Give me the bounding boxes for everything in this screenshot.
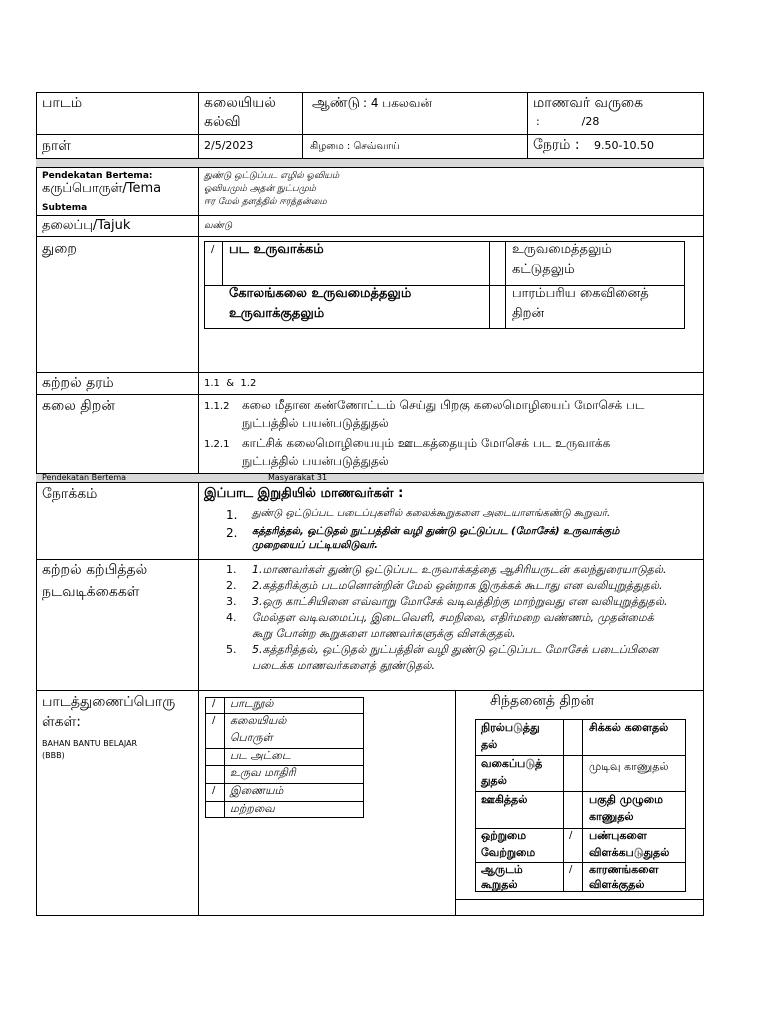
row-line — [36, 215, 704, 216]
art-skill-label: கலை திறன் — [42, 398, 115, 414]
thinking-skill: ஊகித்தல் — [481, 793, 528, 806]
title-label: தலைப்பு/Tajuk — [42, 218, 131, 233]
subject-value-line2: கல்வி — [204, 114, 241, 130]
art-skill-item2-line2: நுட்பத்தில் பயன்படுத்துதல் — [242, 454, 389, 468]
field-cell-forming: உருவமைத்தலும் — [512, 242, 612, 257]
materials-label-line3: BAHAN BANTU BELAJAR — [42, 739, 138, 748]
objective-label: நோக்கம் — [42, 486, 98, 502]
attendance-label: மாணவர் வருகை — [533, 95, 644, 111]
thinking-skill-line2: துதல் — [481, 774, 507, 787]
thinking-skill-line2: தல் — [481, 738, 498, 751]
subtheme-value: ஈர மேல் தளத்தில் ஈரத்தன்மை — [204, 197, 327, 207]
art-skill-item1: கலை மீதான கண்ணோட்டம் செய்து பிறகு கலைமொழியைப் மோசெக் பட — [242, 398, 645, 412]
materials-item: கலையியல் — [230, 714, 287, 727]
materials-item: இணையம் — [230, 784, 284, 797]
thinking-skill: பண்புகளை — [589, 829, 647, 842]
theme-value: துண்டு ஒட்டுப்பட எழில் ஓவியம் — [204, 171, 340, 181]
row-line — [36, 372, 704, 373]
thinking-tick: / — [569, 830, 573, 841]
objective-item — [226, 525, 619, 553]
materials-row-line — [205, 801, 364, 802]
activity-text-line2: கூறு போன்ற கூறுகளை மாணவர்களுக்கு விளக்குதல். — [252, 626, 516, 640]
activity-text-line2: படைக்க மாணவர்களைத் தூண்டுதல். — [252, 658, 436, 672]
activity-num: 4. — [226, 610, 237, 624]
materials-item: உருவ மாதிரி — [230, 766, 296, 779]
field-inner-divider — [222, 241, 223, 285]
activities-label-line2: நடவடிக்கைகள் — [42, 584, 140, 600]
activity-text: 5.கத்தரித்தல், ஒட்டுதல் நுட்பத்தின் வழி துண்டு ஒட்டுப்பட மோசேக் படைப்பினை — [252, 642, 659, 656]
thinking-skill: சிக்கல் களைதல் — [589, 721, 669, 734]
materials-tick: / — [212, 698, 216, 709]
activity-num: 5. — [226, 642, 237, 656]
separator-band-2 — [36, 473, 704, 483]
materials-tick: / — [212, 785, 216, 796]
standard-label: கற்றல் தரம் — [42, 375, 114, 391]
field-cell-craft-line2: திறன் — [512, 306, 545, 321]
thinking-skill: வகைப்படுத் — [481, 757, 543, 770]
objective-item-text-line2: முறையைப் பட்டியலிடுவர். — [252, 540, 378, 551]
materials-label-line4: (BBB) — [42, 751, 65, 760]
row-line — [36, 236, 704, 237]
objective-list — [226, 507, 619, 553]
activity-num: 1. — [226, 563, 237, 576]
band2-middle-text: Masyarakat 31 — [268, 473, 328, 482]
row-line — [36, 134, 704, 135]
thinking-row-line — [475, 755, 686, 756]
objective-item-text: துண்டு ஒட்டுப்பட படைப்புகளில் கலைக்கூறுகளை அடையாளங்கண்டு கூறுவர். — [252, 508, 611, 519]
activity-text: 1.மாணவர்கள் துண்டு ஒட்டுப்பட உருவாக்கத்தை ஆசிரியருடன் கலந்துரையாடுதல். — [252, 563, 667, 576]
theme-value-line2: ஓவியமும் அதன் நுட்பமும் — [204, 184, 316, 194]
objective-item-text: கத்தரித்தல், ஒட்டுதல் நுட்பத்தின் வழி துண்டு ஒட்டுப்பட (மோசேக்) உருவாக்கும் — [252, 526, 620, 537]
thinking-divider — [455, 690, 456, 916]
materials-divider — [224, 697, 225, 818]
thinking-col-divider — [563, 719, 564, 892]
thinking-skill: முடிவு காணுதல் — [589, 760, 669, 773]
thinking-skill-line2: காணுதல் — [589, 810, 634, 823]
field-cell-drawing: பட உருவாக்கம் — [229, 242, 324, 257]
field-cell-kolam: கோலங்கலை உருவமைத்தலும் — [229, 286, 412, 301]
activity-item — [226, 594, 667, 610]
header-divider — [302, 92, 303, 158]
field-label: துறை — [42, 241, 77, 257]
date-label: நாள் — [42, 138, 71, 154]
objective-item-num: 2. — [226, 526, 238, 540]
objective-item-num: 1. — [226, 508, 238, 522]
thinking-skill-line2: விளக்கபடுதுதல் — [589, 846, 670, 859]
activity-num: 2. — [226, 578, 237, 592]
day-value: கிழமை : செவ்வாய் — [310, 141, 400, 152]
activity-text: மேல்தள வடிவமைப்பு, இடைவெளி, சமநிலை, எதிர்மறை வண்ணம், முதன்மைக் — [252, 610, 654, 624]
art-skill-item2-num: 1.2.1 — [204, 439, 230, 450]
thinking-tick: / — [569, 864, 573, 875]
thinking-skill: காரணங்களை — [589, 863, 659, 876]
thinking-skill: பகுதி முழுமை — [589, 793, 663, 806]
subject-label: பாடம் — [42, 95, 83, 111]
date-value: 2/5/2023 — [204, 139, 254, 152]
art-skill-item2: காட்சிக் கலைமொழியையும் ஊடகத்தையும் மோசெக் பட உருவாக்க — [242, 436, 611, 450]
thinking-skill: நிரல்படுத்து — [481, 721, 540, 734]
thinking-bottom-line — [455, 899, 704, 900]
subtheme-label: Subtema — [42, 203, 88, 213]
thinking-row-line — [475, 791, 686, 792]
activities-label: கற்றல் கற்பித்தல் — [42, 562, 148, 578]
theme-approach-label: Pendekatan Bertema: — [42, 171, 153, 181]
thinking-skill-line2: விளக்குதல் — [589, 878, 645, 891]
activities-list — [226, 562, 667, 674]
header-divider — [527, 92, 528, 158]
thinking-label: சிந்தனைத் திறன் — [490, 693, 595, 709]
thinking-skill: ஒற்றுமை — [481, 829, 527, 842]
materials-item: மற்றவை — [230, 802, 275, 815]
materials-item: பாடநூல் — [230, 697, 274, 710]
band2-left-text: Pendekatan Bertema — [42, 473, 127, 482]
art-skill-item1-num: 1.1.2 — [204, 401, 230, 412]
activity-item — [226, 610, 667, 642]
attendance-value: : /28 — [536, 115, 600, 128]
activity-item — [226, 562, 667, 578]
field-tick: / — [211, 244, 215, 255]
row-line — [36, 559, 704, 560]
thinking-skill: ஆருடம் — [481, 863, 523, 876]
materials-tick: / — [212, 715, 216, 726]
field-cell-kolam-line2: உருவாக்குதலும் — [229, 306, 325, 321]
materials-label-line2: ள்கள்: — [42, 714, 81, 730]
materials-item-line2: பொருள் — [230, 731, 273, 744]
time-label: நேரம் : — [533, 137, 580, 153]
materials-item: பட அட்டை — [230, 749, 291, 762]
activity-text: 2.கத்தரிக்கும் படமனொன்றின் மேல் ஒன்றாக இருக்கக் கூடாது என வலியுறுத்துதல். — [252, 578, 663, 592]
year-value: : 4 பகலவன் — [363, 96, 432, 110]
materials-label: பாடத்துணைப்பொரு — [42, 694, 176, 710]
subject-value: கலையியல் — [204, 95, 276, 111]
activity-text: 3.ஒரு காட்சியினை எவ்வாறு மோசேக் வடிவத்திற்கு மாற்றுவது என வலியுறுத்துதல். — [252, 594, 668, 608]
row-line — [36, 690, 704, 691]
activity-item — [226, 578, 667, 594]
activity-item — [226, 642, 667, 674]
objective-heading: இப்பாட இறுதியில் மாணவர்கள் : — [204, 486, 404, 501]
thinking-skill-line2: வேற்றுமை — [481, 846, 536, 859]
year-label: ஆண்டு — [312, 95, 361, 111]
art-skill-item1-line2: நுட்பத்தில் பயன்படுத்துதல் — [242, 416, 389, 430]
field-cell-forming-line2: கட்டுதலும் — [512, 262, 575, 277]
thinking-skill-line2: கூறுதல் — [481, 878, 518, 891]
row-line — [36, 394, 704, 395]
title-value: வண்டு — [204, 221, 233, 231]
theme-label: கருப்பொருள்/Tema — [42, 181, 162, 196]
field-cell-craft: பாரம்பரிய கைவினைத் — [512, 286, 649, 301]
standard-value: 1.1 & 1.2 — [204, 378, 257, 389]
activity-num: 3. — [226, 594, 237, 608]
objective-item — [226, 507, 619, 521]
materials-row-line — [205, 783, 364, 784]
time-value: 9.50-10.50 — [594, 139, 654, 152]
thinking-col-divider — [582, 719, 583, 892]
separator-band — [36, 158, 704, 168]
